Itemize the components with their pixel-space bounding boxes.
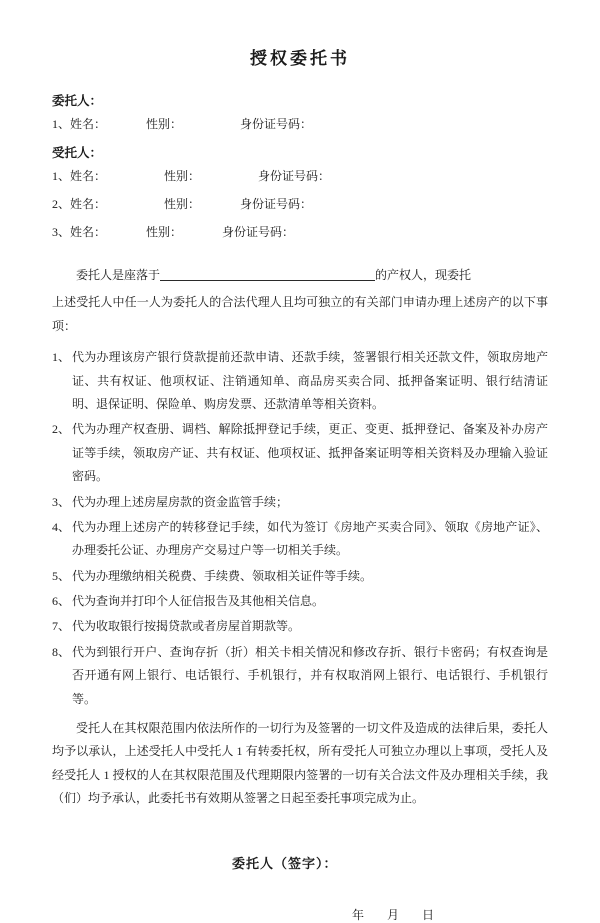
item-number: 1、: [52, 350, 71, 365]
item-text: 代为办理上述房屋房款的资金监管手续；: [72, 494, 289, 509]
list-item: [52, 346, 548, 416]
consignor-row-1-number: 1、: [52, 117, 71, 131]
trustee-row-3-gender-label: 性别：: [146, 225, 183, 239]
consignor-row-1-name-label: 姓名：: [70, 117, 107, 131]
trustee-row-3-id-label: 身份证号码：: [222, 225, 295, 239]
trustee-row-1-id-label: 身份证号码：: [258, 169, 331, 183]
item-text: 代为办理上述房产的转移登记手续，如代为签订《房地产买卖合同》、领取《房地产证》、办理委托公证、办理房产交易过户等一切相关手续。: [72, 519, 548, 558]
closing-paragraph: 受托人在其权限范围内依法所作的一切行为及签署的一切文件及造成的法律后果，委托人均予以承认，上述受托人中受托人 1 有转委托权，所有受托人可独立办理以上事项，受托人及经受托人 1 授权的人在其权限范围及代理期限内签署的一切有关合法文件及办理相关手续，我（们）均予承认，此委托书有效期从签署之日起至委托事项完成为止。: [52, 721, 548, 806]
trustee-row-2-number: 2、: [52, 197, 71, 211]
item-text: 代为查询并打印个人征信报告及其他相关信息。: [72, 594, 325, 609]
trustee-row-1-gender-label: 性别：: [164, 169, 201, 183]
intro-lead: 委托人是座落于: [76, 268, 161, 282]
authorized-items-list: [52, 346, 548, 711]
list-item: [52, 516, 548, 563]
item-number: 8、: [52, 644, 71, 659]
item-number: 2、: [52, 422, 71, 437]
trustee-row-1: [52, 167, 548, 184]
property-address-blank[interactable]: [160, 267, 375, 281]
consignor-row-1-gender-label: 性别：: [146, 117, 183, 131]
date-year-label: 年: [352, 907, 366, 922]
trustee-row-3-name-label: 姓名：: [70, 225, 107, 239]
intro-after-blank: 的产权人，现委托: [375, 268, 472, 282]
date-line: [52, 906, 548, 923]
intro-paragraph: [52, 264, 548, 287]
item-text: 代为收取银行按揭贷款或者房屋首期款等。: [72, 619, 301, 634]
item-number: 6、: [52, 594, 71, 609]
date-day-label: 日: [422, 907, 436, 922]
consignor-heading: 委托人：: [52, 94, 103, 108]
trustee-row-2-name-label: 姓名：: [70, 197, 107, 211]
trustee-row-3: [52, 223, 548, 240]
intro-paragraph-line2: 上述受托人中任一人为委托人的合法代理人且均可独立的有关部门申请办理上述房产的以下事项：: [52, 295, 548, 333]
trustee-row-2-id-label: 身份证号码：: [240, 197, 313, 211]
item-text: 代为办理产权查册、调档、解除抵押登记手续，更正、变更、抵押登记、备案及补办房产证等手续，领取房产证、共有权证、他项权证、抵押备案证明等相关资料及办理输入验证密码。: [72, 422, 548, 484]
list-item: [52, 641, 548, 711]
list-item: [52, 590, 548, 613]
list-item: [52, 565, 548, 588]
item-text: 代为办理该房产银行贷款提前还款申请、还款手续，签署银行相关还款文件，领取房地产证、共有权证、他项权证、注销通知单、商品房买卖合同、抵押备案证明、银行结清证明、退保证明、保险单、购房发票、还款清单等相关资料。: [72, 350, 548, 411]
signature-label[interactable]: 委托人（签字）：: [232, 855, 338, 871]
consignor-row-1: [52, 115, 548, 132]
page-title: 授权委托书: [250, 49, 350, 68]
consignor-row-1-id-label: 身份证号码：: [240, 117, 313, 131]
item-number: 3、: [52, 494, 71, 509]
trustee-row-1-name-label: 姓名：: [70, 169, 107, 183]
trustee-row-2: [52, 195, 548, 212]
item-number: 5、: [52, 568, 71, 583]
list-item: [52, 491, 548, 514]
trustee-row-1-number: 1、: [52, 169, 71, 183]
trustee-row-3-number: 3、: [52, 225, 71, 239]
trustee-row-2-gender-label: 性别：: [164, 197, 201, 211]
body-block: [52, 264, 548, 923]
list-item: [52, 418, 548, 488]
item-number: 7、: [52, 619, 71, 634]
trustee-heading: 受托人：: [52, 146, 103, 160]
date-month-label: 月: [387, 907, 401, 922]
list-item: [52, 615, 548, 638]
item-number: 4、: [52, 519, 71, 534]
item-text: 代为到银行开户、查询存折（折）相关卡相关情况和修改存折、银行卡密码；有权查询是否开通有网上银行、电话银行、手机银行，并有权取消网上银行、电话银行、手机银行等。: [72, 644, 548, 706]
item-text: 代为办理缴纳相关税费、手续费、领取相关证件等手续。: [72, 568, 373, 583]
